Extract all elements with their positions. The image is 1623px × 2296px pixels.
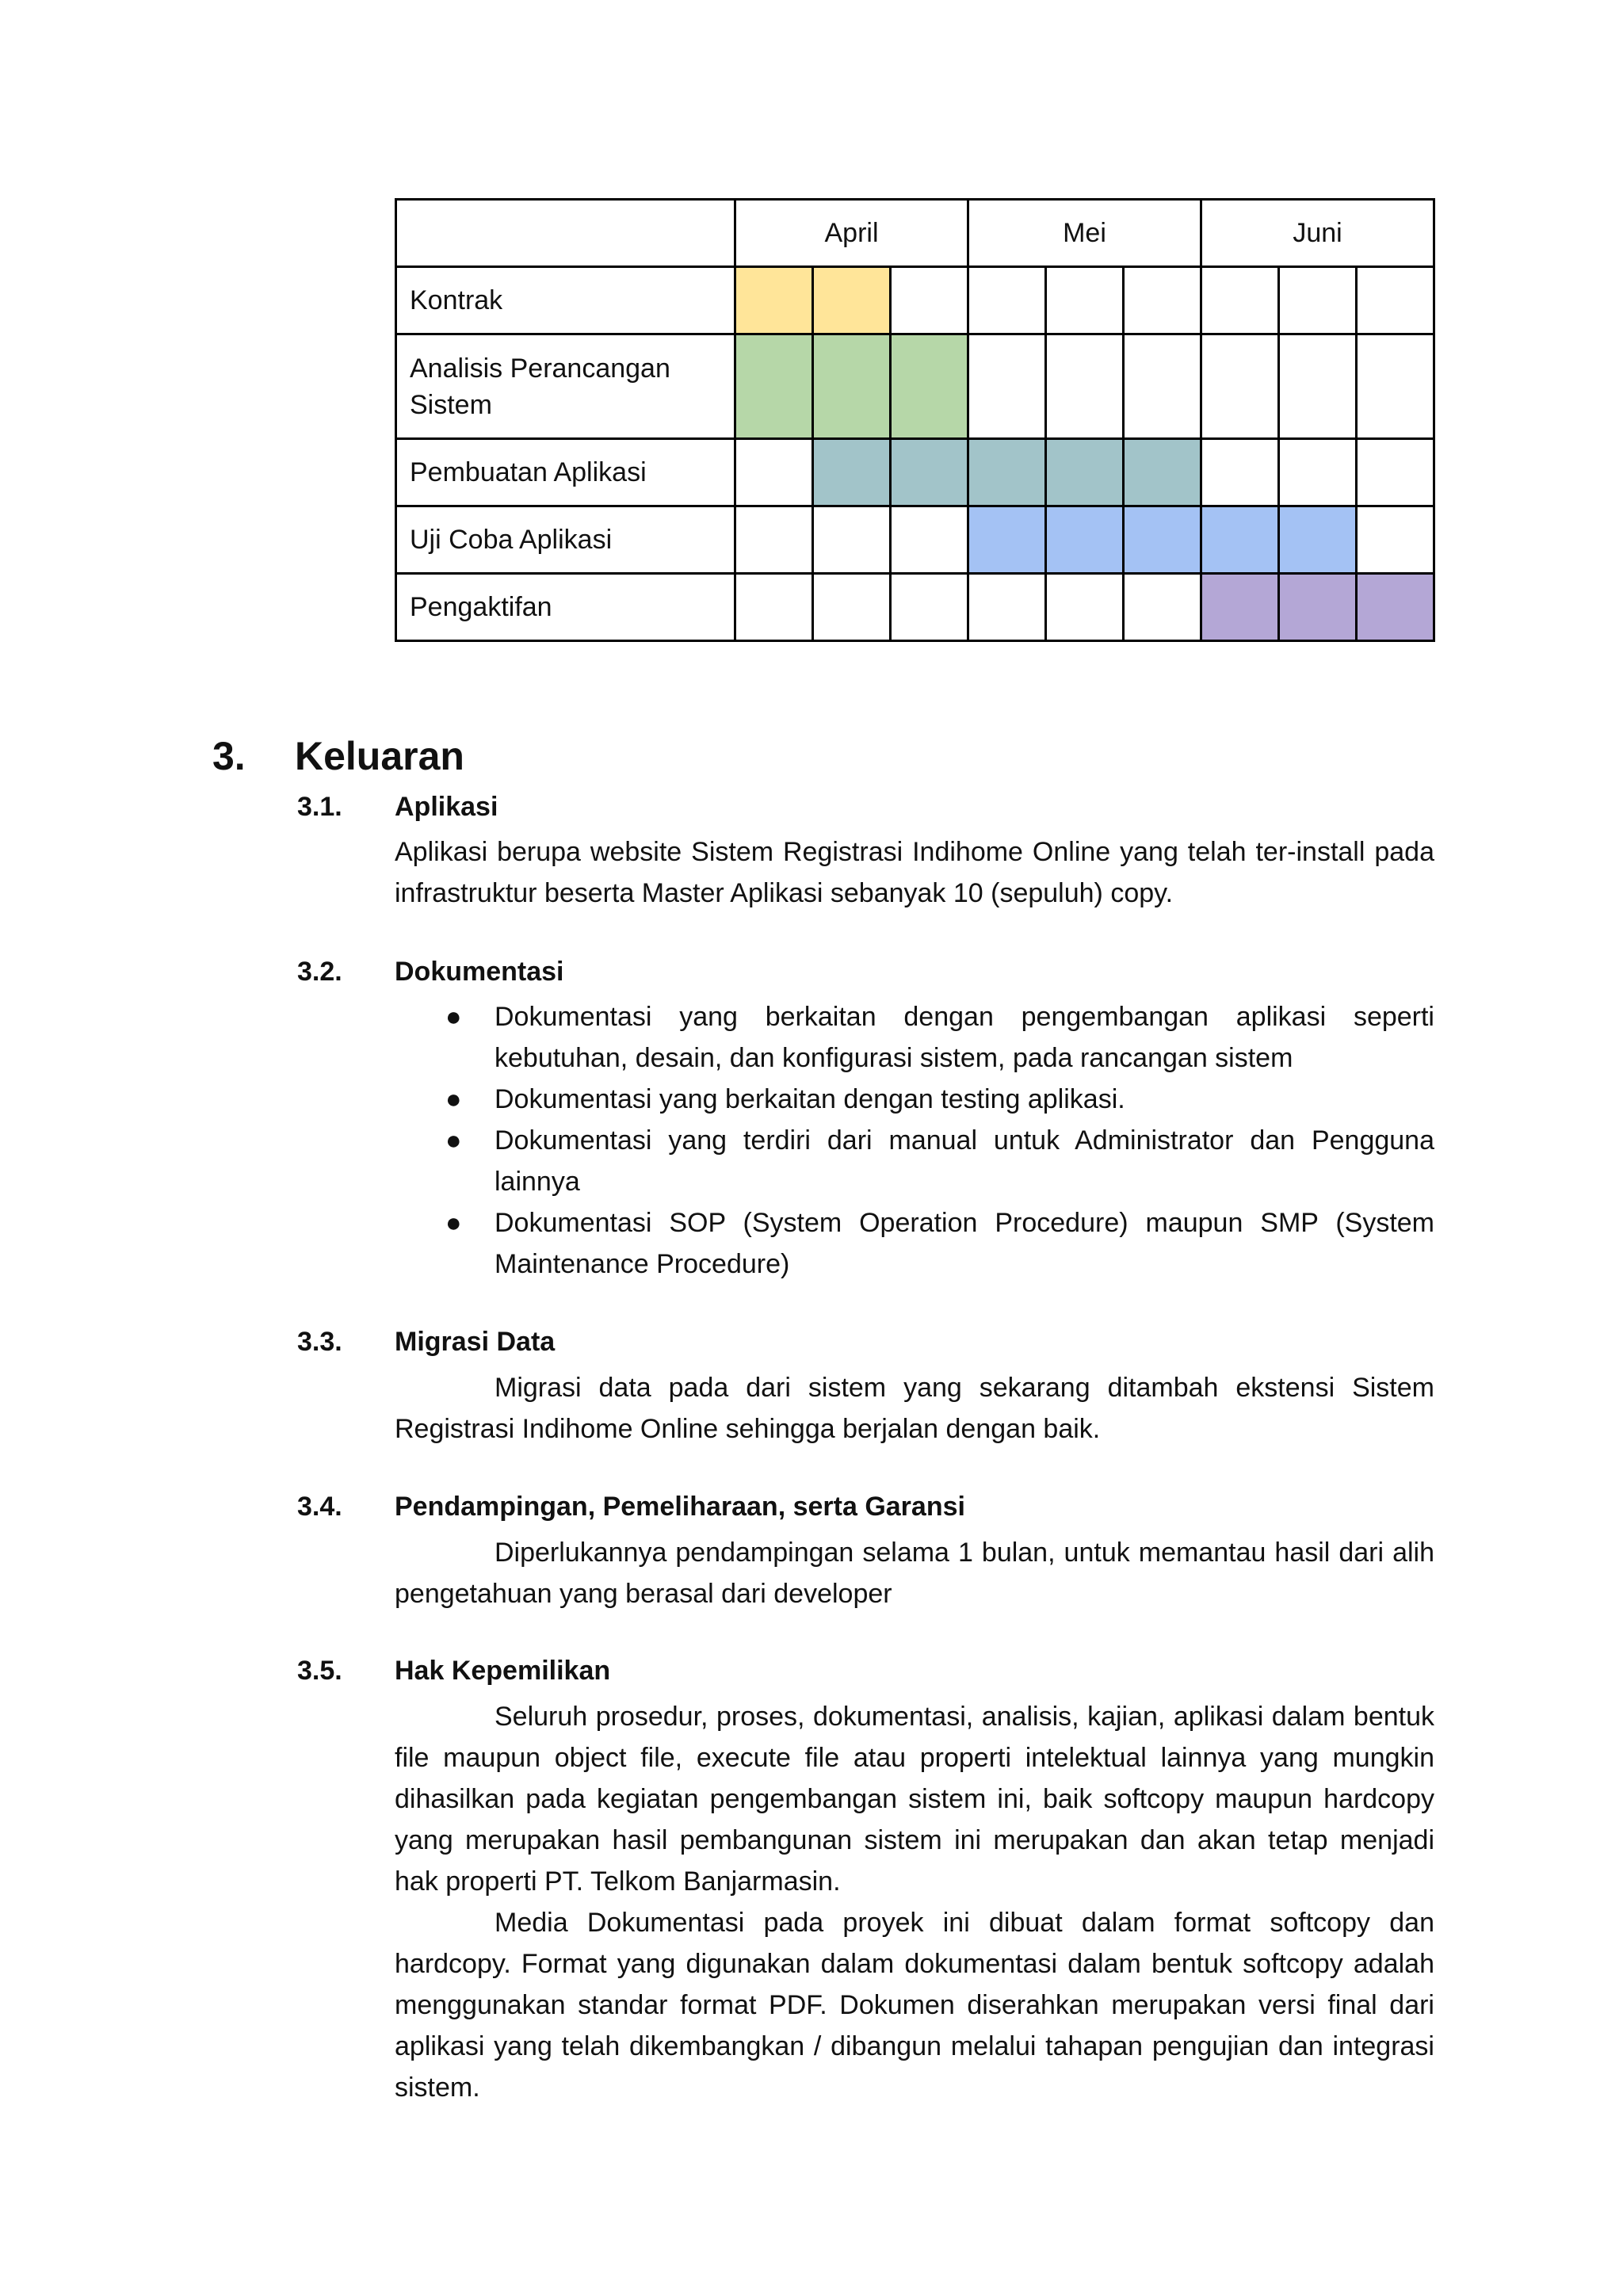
section-number: 3. — [212, 734, 246, 778]
week-cell — [1201, 506, 1279, 574]
week-cell — [1124, 334, 1201, 439]
table-row — [396, 574, 1434, 641]
week-cell — [968, 334, 1046, 439]
paragraph: Seluruh prosedur, proses, dokumentasi, analisis, kajian, aplikasi dalam bentuk file maupun object file, execute file atau properti intelektual lainnya yang mungkin dihasilkan pada kegiatan pengembangan sistem ini, baik softcopy maupun hardcopy yang merupakan hasil pembangunan sistem ini merupakan dan akan tetap menjadi hak properti PT. Telkom Banjarmasin. — [395, 1702, 1434, 1897]
week-cell — [891, 267, 968, 334]
paragraph: Migrasi data pada dari sistem yang sekarang ditambah ekstensi Sistem Registrasi Indihome Online sehingga berjalan dengan baik. — [395, 1373, 1434, 1444]
row-label: Uji Coba Aplikasi — [396, 506, 735, 574]
table-header-row — [396, 200, 1434, 267]
paragraph: Media Dokumentasi pada proyek ini dibuat dalam format softcopy dan hardcopy. Format yang digunakan dalam dokumentasi dalam bentuk softcopy adalah menggunakan standar format PDF. Dokumen diserahkan merupakan versi final dari aplikasi yang telah dikembangkan / dibangun melalui tahapan pengujian dan integrasi sistem. — [395, 1908, 1434, 2103]
week-cell — [1201, 267, 1279, 334]
row-label: Pembuatan Aplikasi — [396, 439, 735, 506]
bullet-icon: ● — [445, 1084, 462, 1114]
list-item — [395, 1202, 1434, 1285]
week-cell — [1279, 506, 1357, 574]
week-cell — [1201, 574, 1279, 641]
week-cell — [735, 506, 813, 574]
week-cell — [1357, 267, 1434, 334]
week-cell — [1124, 574, 1201, 641]
table-row — [396, 439, 1434, 506]
bullet-icon: ● — [445, 1002, 462, 1032]
week-cell — [813, 574, 891, 641]
week-cell — [968, 506, 1046, 574]
list-item-text: Dokumentasi SOP (System Operation Procedure) maupun SMP (System Maintenance Procedure) — [495, 1208, 1434, 1279]
week-cell — [813, 439, 891, 506]
week-cell — [1124, 506, 1201, 574]
week-cell — [735, 267, 813, 334]
week-cell — [1201, 439, 1279, 506]
week-cell — [813, 506, 891, 574]
list-item — [395, 1120, 1434, 1202]
subsection-title: Pendampingan, Pemeliharaan, serta Garansi — [395, 1492, 965, 1522]
week-cell — [891, 439, 968, 506]
bullet-list — [395, 996, 1434, 1285]
week-cell — [1357, 334, 1434, 439]
week-cell — [1357, 574, 1434, 641]
subsection-title: Hak Kepemilikan — [395, 1656, 611, 1686]
week-cell — [1279, 334, 1357, 439]
week-cell — [1124, 267, 1201, 334]
row-label: Pengaktifan — [396, 574, 735, 641]
week-cell — [891, 334, 968, 439]
row-label: Kontrak — [396, 267, 735, 334]
week-cell — [1046, 439, 1124, 506]
list-item — [395, 1079, 1434, 1120]
week-cell — [1046, 267, 1124, 334]
week-cell — [968, 574, 1046, 641]
paragraph: Aplikasi berupa website Sistem Registrasi Indihome Online yang telah ter-install pada infrastruktur beserta Master Aplikasi sebanyak 10 (sepuluh) copy. — [395, 837, 1434, 908]
week-cell — [1201, 334, 1279, 439]
subsection-title: Dokumentasi — [395, 957, 564, 987]
week-cell — [1279, 439, 1357, 506]
list-item-text: Dokumentasi yang berkaitan dengan pengembangan aplikasi seperti kebutuhan, desain, dan konfigurasi sistem, pada rancangan sistem — [495, 1002, 1434, 1073]
week-cell — [891, 506, 968, 574]
week-cell — [891, 574, 968, 641]
list-item-text: Dokumentasi yang terdiri dari manual untuk Administrator dan Pengguna lainnya — [495, 1125, 1434, 1197]
week-cell — [968, 439, 1046, 506]
week-cell — [1357, 439, 1434, 506]
subsection-title: Migrasi Data — [395, 1327, 556, 1357]
subsection-number: 3.5. — [297, 1656, 342, 1686]
subsection-title: Aplikasi — [395, 792, 498, 822]
subsection-number: 3.1. — [297, 792, 342, 822]
list-item-text: Dokumentasi yang berkaitan dengan testing aplikasi. — [495, 1084, 1125, 1114]
subsection-number: 3.2. — [297, 957, 342, 987]
week-cell — [1279, 574, 1357, 641]
week-cell — [735, 334, 813, 439]
section-title: Keluaran — [295, 734, 464, 778]
row-label: Analisis Perancangan Sistem — [396, 334, 735, 439]
month-header-april: April — [735, 200, 968, 267]
subsection-number: 3.3. — [297, 1327, 342, 1357]
week-cell — [1357, 506, 1434, 574]
header-empty-cell — [396, 200, 735, 267]
paragraph: Diperlukannya pendampingan selama 1 bulan, untuk memantau hasil dari alih pengetahuan yang berasal dari developer — [395, 1538, 1434, 1609]
bullet-icon: ● — [445, 1125, 462, 1156]
week-cell — [735, 574, 813, 641]
list-item — [395, 996, 1434, 1079]
table-row — [396, 506, 1434, 574]
week-cell — [1279, 267, 1357, 334]
week-cell — [1046, 574, 1124, 641]
week-cell — [968, 267, 1046, 334]
week-cell — [735, 439, 813, 506]
bullet-icon: ● — [445, 1208, 462, 1238]
week-cell — [1046, 506, 1124, 574]
month-header-juni: Juni — [1201, 200, 1434, 267]
table-row — [396, 267, 1434, 334]
schedule-table — [395, 198, 1435, 642]
month-header-mei: Mei — [968, 200, 1201, 267]
week-cell — [1124, 439, 1201, 506]
week-cell — [813, 267, 891, 334]
subsection-number: 3.4. — [297, 1492, 342, 1522]
week-cell — [813, 334, 891, 439]
table-row — [396, 334, 1434, 439]
week-cell — [1046, 334, 1124, 439]
